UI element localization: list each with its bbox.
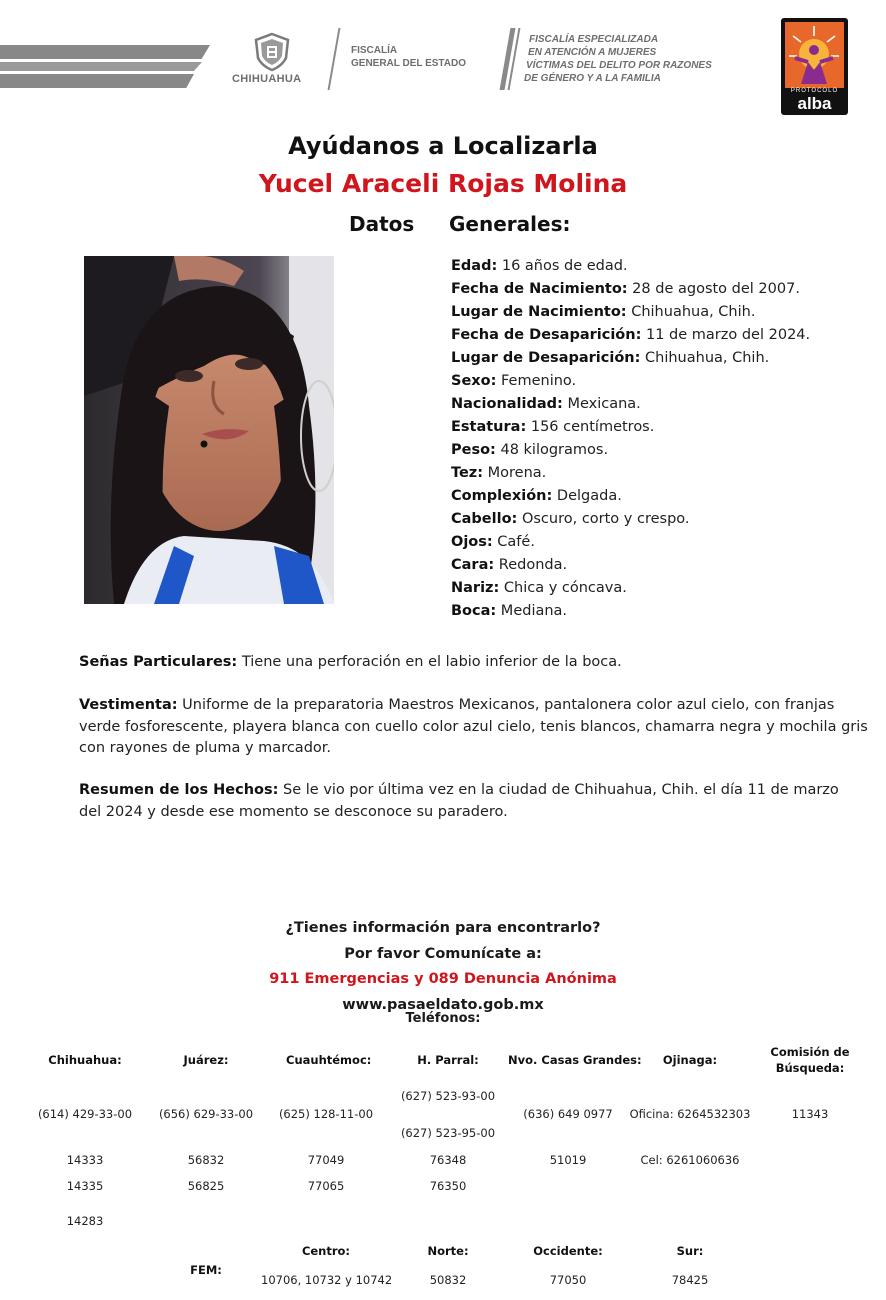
- especializada-line: VÍCTIMAS DEL DELITO POR RAZONES: [526, 60, 712, 71]
- person-name: Yucel Araceli Rojas Molina: [258, 169, 628, 198]
- detail-label: Boca:: [451, 603, 497, 619]
- decorative-stripe: [0, 62, 202, 71]
- detail-row: [451, 508, 810, 531]
- detail-value: 11 de marzo del 2024.: [641, 327, 811, 343]
- resumen-label: Resumen de los Hechos:: [79, 782, 279, 798]
- fem-value: 78425: [671, 1273, 709, 1287]
- phone-extension: 51019: [549, 1153, 587, 1167]
- detail-row: [451, 554, 810, 577]
- detail-value: Delgada.: [552, 488, 622, 504]
- alba-logo-text: alba: [797, 94, 832, 113]
- detail-row: [451, 416, 810, 439]
- detail-row: [451, 600, 810, 623]
- protocol-small-text: PROTOCOLO: [790, 88, 839, 94]
- vestimenta-line: con rayones de pluma y marcador.: [79, 740, 332, 756]
- detail-value: Chihuahua, Chih.: [626, 304, 756, 320]
- col-header-casas-grandes: Nvo. Casas Grandes:: [508, 1053, 642, 1067]
- detail-value: 16 años de edad.: [497, 258, 628, 274]
- vestimenta: [79, 695, 869, 760]
- vestimenta-line: Uniforme de la preparatoria Maestros Mexicanos, pantalonera color azul cielo, con franjas: [177, 697, 835, 713]
- col-header-cuauhtemoc: Cuauhtémoc:: [286, 1053, 372, 1067]
- fem-header-norte: Norte:: [427, 1244, 469, 1258]
- detail-label: Lugar de Nacimiento:: [451, 304, 627, 320]
- phone-extension: 76348: [429, 1153, 467, 1167]
- especializada-line: DE GÉNERO Y A LA FAMILIA: [524, 73, 661, 84]
- detail-label: Fecha de Nacimiento:: [451, 281, 628, 297]
- detail-row: [451, 255, 810, 278]
- detail-label: Estatura:: [451, 419, 527, 435]
- col-header-chihuahua: Chihuahua:: [48, 1053, 122, 1067]
- detail-row: [451, 577, 810, 600]
- detail-value: Redonda.: [494, 557, 568, 573]
- resumen-hechos: [79, 780, 839, 823]
- section-title-generales: Generales:: [449, 212, 571, 236]
- detail-label: Tez:: [451, 465, 484, 481]
- detail-row: [451, 347, 810, 370]
- phone-number: Cel: 6261060636: [640, 1153, 740, 1167]
- detail-row: [451, 462, 810, 485]
- col-header-parral: H. Parral:: [417, 1053, 479, 1067]
- phone-number: (636) 649 0977: [523, 1107, 613, 1121]
- detail-value: 156 centímetros.: [526, 419, 655, 435]
- detail-label: Nariz:: [451, 580, 500, 596]
- phones-title: Teléfonos:: [405, 1011, 481, 1026]
- detail-row: [451, 439, 810, 462]
- resumen-line: Se le vio por última vez en la ciudad de Chihuahua, Chih. el día 11 de marzo: [278, 782, 839, 798]
- detail-label: Peso:: [451, 442, 496, 458]
- phone-extension: 14283: [66, 1214, 104, 1228]
- col-header-comision: Comisión de: [770, 1045, 850, 1059]
- fem-header-occidente: Occidente:: [533, 1244, 603, 1258]
- phone-number: (627) 523-93-00: [400, 1089, 496, 1103]
- detail-row: [451, 531, 810, 554]
- vestimenta-line: verde fosforescente, playera blanca con cuello color azul cielo, tenis blancos, chamarra negra y mochila gris: [79, 718, 868, 735]
- phone-extension: 56832: [187, 1153, 225, 1167]
- missing-person-photo: [84, 256, 334, 604]
- detail-row: [451, 393, 810, 416]
- detail-value: Mexicana.: [562, 396, 641, 412]
- detail-value: Femenino.: [496, 373, 577, 389]
- especializada-line: EN ATENCIÓN A MUJERES: [528, 47, 657, 58]
- vestimenta-label: Vestimenta:: [79, 697, 178, 713]
- phone-number: (614) 429-33-00: [37, 1107, 133, 1121]
- fem-header-centro: Centro:: [301, 1244, 351, 1258]
- divider: [328, 28, 341, 90]
- col-header-ojinaga: Ojinaga:: [662, 1053, 718, 1067]
- detail-label: Fecha de Desaparición:: [451, 327, 642, 343]
- fem-value: 10706, 10732 y 10742: [261, 1273, 393, 1287]
- protocolo-alba-logo: [781, 18, 848, 115]
- phone-extension: 77049: [307, 1153, 345, 1167]
- phone-number: (625) 128-11-00: [278, 1107, 374, 1121]
- detail-row: [451, 370, 810, 393]
- contact-please: Por favor Comunícate a:: [344, 946, 542, 962]
- detail-value: Mediana.: [496, 603, 568, 619]
- detail-label: Cabello:: [451, 511, 518, 527]
- detail-value: 48 kilogramos.: [495, 442, 609, 458]
- decorative-stripe: [0, 45, 210, 59]
- fem-value: 77050: [549, 1273, 587, 1287]
- detail-value: Chihuahua, Chih.: [640, 350, 770, 366]
- phone-extension: 14335: [66, 1179, 104, 1193]
- phone-extension: 77065: [307, 1179, 345, 1193]
- detail-label: Nacionalidad:: [451, 396, 563, 412]
- fem-label: FEM:: [190, 1263, 222, 1277]
- phone-number: Oficina: 6264532303: [629, 1107, 751, 1121]
- phone-extension: 56825: [187, 1179, 225, 1193]
- contact-question: ¿Tienes información para encontrarlo?: [285, 920, 601, 936]
- detail-label: Ojos:: [451, 534, 493, 550]
- details-list: [451, 255, 810, 623]
- phone-extension: 14333: [66, 1153, 104, 1167]
- chihuahua-seal-icon: [252, 32, 292, 72]
- phone-extension: 76350: [429, 1179, 467, 1193]
- detail-row: [451, 301, 810, 324]
- fem-value: 50832: [429, 1273, 467, 1287]
- fem-header-sur: Sur:: [676, 1244, 704, 1258]
- emergency-numbers: 911 Emergencias y 089 Denuncia Anónima: [269, 971, 617, 987]
- detail-row: [451, 278, 810, 301]
- phone-extension: 11343: [791, 1107, 829, 1121]
- detail-value: Oscuro, corto y crespo.: [517, 511, 690, 527]
- page-title: Ayúdanos a Localizarla: [288, 132, 598, 160]
- detail-label: Edad:: [451, 258, 498, 274]
- detail-row: [451, 485, 810, 508]
- detail-label: Cara:: [451, 557, 495, 573]
- senas-label: Señas Particulares:: [79, 654, 238, 670]
- phone-number: (627) 523-95-00: [400, 1126, 496, 1140]
- phone-number: (656) 629-33-00: [158, 1107, 254, 1121]
- col-header-juarez: Juárez:: [183, 1053, 229, 1067]
- fiscalia-line1: FISCALÍA: [351, 45, 398, 56]
- detail-row: [451, 324, 810, 347]
- senas-particulares: [79, 652, 622, 674]
- detail-value: 28 de agosto del 2007.: [627, 281, 800, 297]
- detail-label: Complexión:: [451, 488, 553, 504]
- fiscalia-line2: GENERAL DEL ESTADO: [351, 58, 467, 69]
- senas-value: Tiene una perforación en el labio inferior de la boca.: [237, 654, 622, 670]
- detail-label: Sexo:: [451, 373, 497, 389]
- decorative-stripe: [0, 74, 194, 88]
- detail-value: Morena.: [483, 465, 547, 481]
- col-header-busqueda: Búsqueda:: [775, 1061, 845, 1075]
- detail-label: Lugar de Desaparición:: [451, 350, 641, 366]
- detail-value: Café.: [492, 534, 535, 550]
- especializada-line: FISCALÍA ESPECIALIZADA: [529, 34, 659, 45]
- detail-value: Chica y cóncava.: [499, 580, 627, 596]
- section-title-datos: Datos: [349, 212, 415, 236]
- resumen-line: del 2024 y desde ese momento se desconoce su paradero.: [79, 803, 508, 820]
- website-link[interactable]: www.pasaeldato.gob.mx: [342, 997, 544, 1013]
- state-name: CHIHUAHUA: [232, 73, 302, 85]
